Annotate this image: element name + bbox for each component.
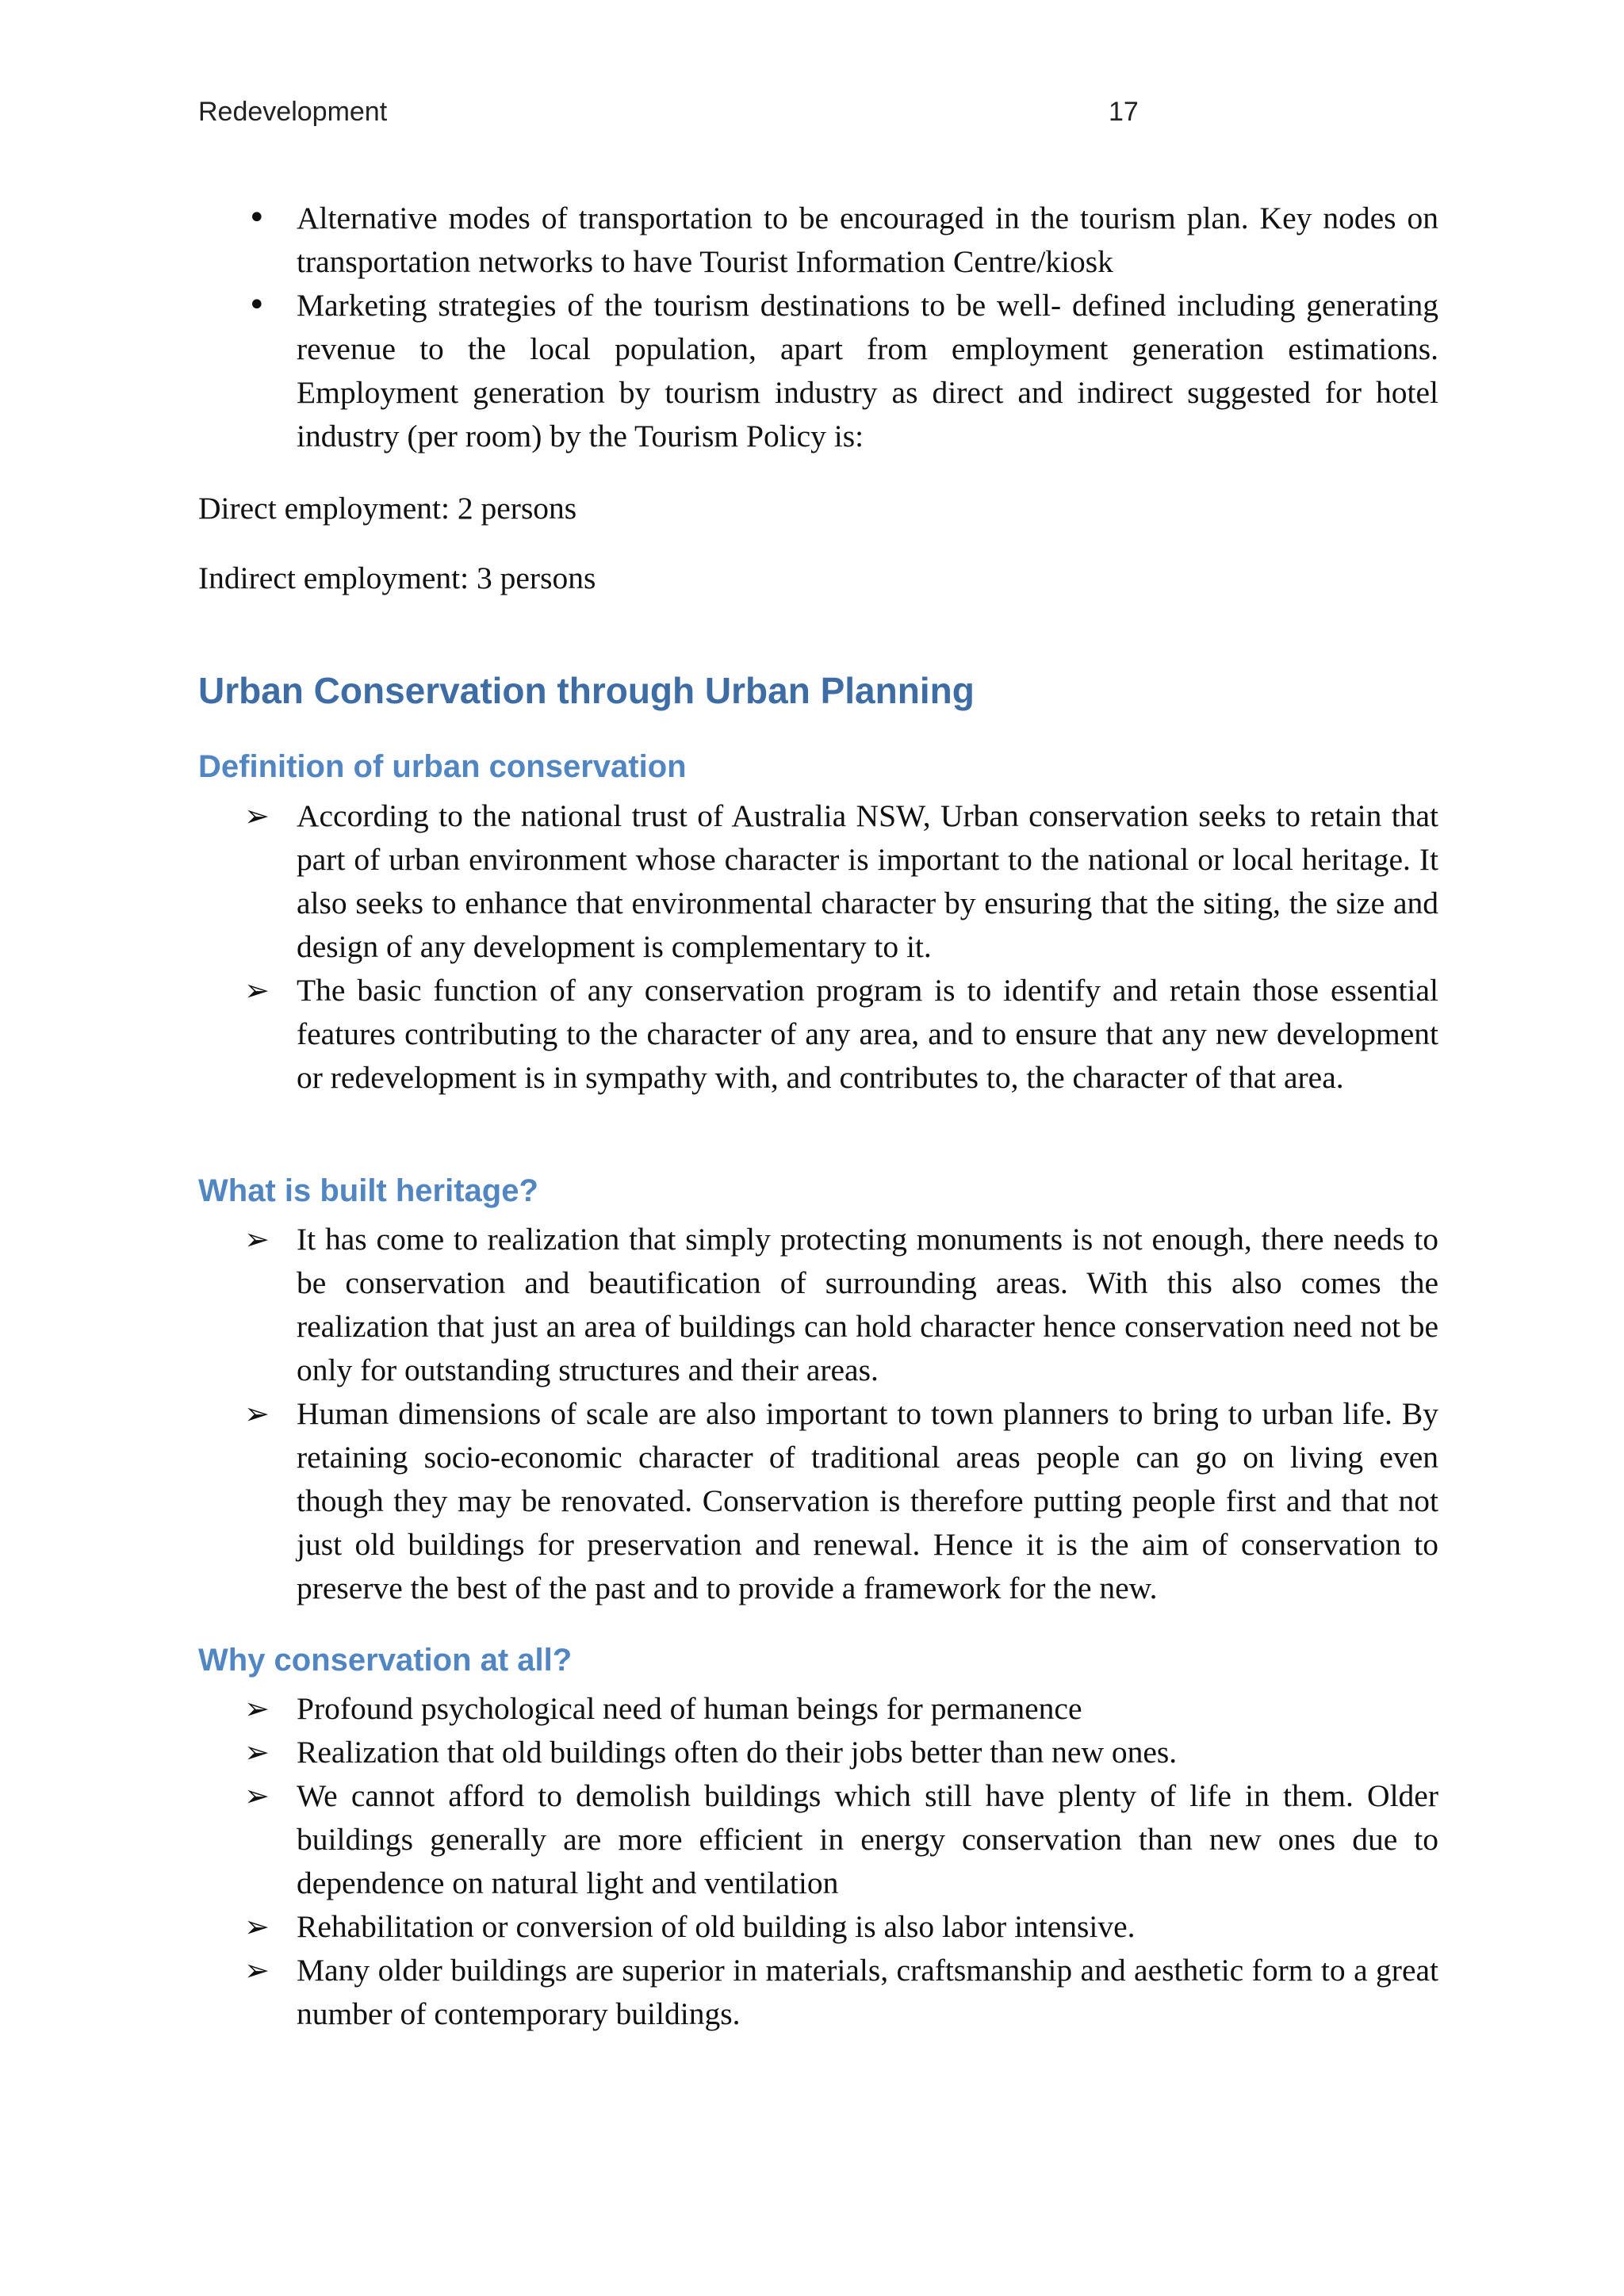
list-item — [0, 1731, 1624, 1774]
arrow-bullet-icon: ➢ — [244, 1909, 270, 1944]
list-item-text: Realization that old buildings often do their jobs better than new ones. — [297, 1735, 1178, 1770]
indirect-employment-text: Indirect employment: 3 persons — [198, 561, 596, 595]
direct-employment-text: Direct employment: 2 persons — [198, 491, 577, 526]
arrow-bullet-icon: ➢ — [244, 1222, 270, 1257]
list-item — [0, 1218, 1624, 1392]
list-item — [0, 1687, 1624, 1731]
list-item-text: Many older buildings are superior in materials, craftsmanship and aesthetic form to a great number of contemporary buildings. — [297, 1953, 1438, 2031]
section-title: Urban Conservation through Urban Planning — [198, 670, 975, 711]
page-number: 17 — [1109, 97, 1139, 127]
list-item-text: It has come to realization that simply protecting monuments is not enough, there needs to be conservation and beautification of surrounding areas. With this also comes the realization that just an area of buildings can hold character hence conservation need not be only for outstanding structures and their areas. — [297, 1222, 1438, 1387]
arrow-bullet-icon: ➢ — [244, 1396, 270, 1431]
list-item — [0, 969, 1624, 1100]
definition-heading: Definition of urban conservation — [198, 749, 687, 784]
arrow-bullet-icon: ➢ — [244, 1691, 270, 1726]
bullet-icon: • — [247, 287, 266, 323]
list-item-text: Alternative modes of transportation to be encouraged in the tourism plan. Key nodes on transportation networks to have Tourist Information Centre/kiosk — [297, 201, 1438, 279]
tourism-bullet-list — [0, 197, 1624, 458]
list-item — [0, 1774, 1624, 1905]
list-item-text: The basic function of any conservation program is to identify and retain those essential features contributing to the character of any area, and to ensure that any new development or redevelopment is in sympathy with, and contributes to, the character of that area. — [297, 973, 1438, 1095]
list-item-text: Profound psychological need of human beings for permanence — [297, 1691, 1082, 1726]
list-item-text: Marketing strategies of the tourism destinations to be well- defined including generating revenue to the local population, apart from employment generation estimations. Employment generation by tourism industry as direct and indirect suggested for hotel industry (per room) by the Tourism Policy is: — [297, 288, 1438, 453]
running-header-title: Redevelopment — [198, 97, 388, 127]
list-item — [0, 284, 1624, 458]
arrow-bullet-icon: ➢ — [244, 798, 270, 833]
list-item — [0, 794, 1624, 969]
built-heritage-list — [0, 1218, 1624, 1610]
why-conservation-list — [0, 1687, 1624, 2036]
bullet-icon: • — [247, 200, 266, 236]
built-heritage-heading: What is built heritage? — [198, 1173, 538, 1208]
list-item — [0, 1905, 1624, 1949]
list-item — [0, 1392, 1624, 1610]
list-item-text: Rehabilitation or conversion of old building is also labor intensive. — [297, 1909, 1136, 1944]
definition-list — [0, 794, 1624, 1100]
list-item-text: According to the national trust of Australia NSW, Urban conservation seeks to retain that part of urban environment whose character is important to the national or local heritage. It also seeks to enhance that environmental character by ensuring that the siting, the size and design of any development is complementary to it. — [297, 798, 1438, 964]
list-item-text: We cannot afford to demolish buildings which still have plenty of life in them. Older buildings generally are more efficient in energy conservation than new ones due to dependence on natural light and ventilation — [297, 1778, 1438, 1900]
why-conservation-heading: Why conservation at all? — [198, 1643, 573, 1678]
arrow-bullet-icon: ➢ — [244, 973, 270, 1008]
list-item — [0, 1949, 1624, 2036]
arrow-bullet-icon: ➢ — [244, 1953, 270, 1988]
arrow-bullet-icon: ➢ — [244, 1735, 270, 1770]
list-item — [0, 197, 1624, 284]
arrow-bullet-icon: ➢ — [244, 1778, 270, 1813]
list-item-text: Human dimensions of scale are also important to town planners to bring to urban life. By retaining socio-economic character of traditional areas people can go on living even though they may be renovated. Conservation is therefore putting people first and that not just old buildings for preservation and renewal. Hence it is the aim of conservation to preserve the best of the past and to provide a framework for the new. — [297, 1396, 1438, 1605]
